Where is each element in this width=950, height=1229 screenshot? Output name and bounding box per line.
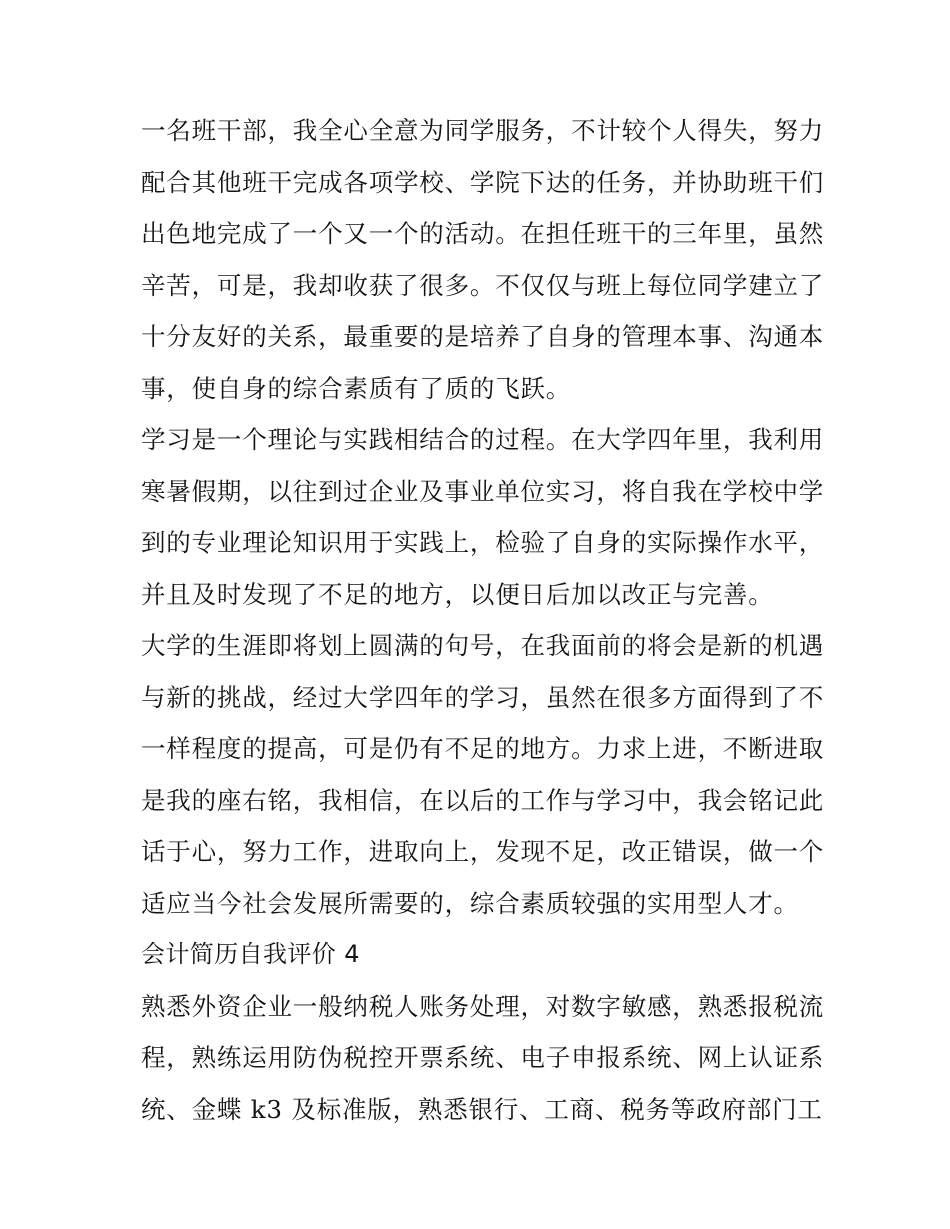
text-line: 一样程度的提高，可是仍有不足的地方。力求上进，不断进取 [141,734,825,763]
paragraph-practice [141,414,825,620]
section-heading: 会计简历自我评价 4 [141,940,360,968]
text-line: 是我的座右铭，我相信，在以后的工作与学习中，我会铭记此 [141,785,825,815]
text-line: 统、金蝶 k3 及标准版，熟悉银行、工商、税务等政府部门工 [141,1094,823,1124]
text-line: 事，使自身的综合素质有了质的飞跃。 [141,373,572,403]
text-line: 大学的生涯即将划上圆满的句号，在我面前的将会是新的机遇 [141,631,825,660]
paragraph-class-cadre [141,105,825,414]
text-line: 出色地完成了一个又一个的活动。在担任班干的三年里，虽然 [141,219,825,248]
text-line: 辛苦，可是，我却收获了很多。不仅仅与班上每位同学建立了 [141,270,825,300]
text-line: 与新的挑战，经过大学四年的学习，虽然在很多方面得到了不 [141,682,825,712]
text-line: 配合其他班干完成各项学校、学院下达的任务，并协助班干们 [141,167,825,197]
text-line: 程，熟练运用防伪税控开票系统、电子申报系统、网上认证系 [141,1043,825,1072]
document-body [141,105,825,1135]
paragraph-graduation [141,620,825,929]
paragraph-accounting-skills [141,981,825,1136]
text-line: 寒暑假期，以往到过企业及事业单位实习，将自我在学校中学 [141,476,825,506]
text-line: 学习是一个理论与实践相结合的过程。在大学四年里，我利用 [141,425,825,454]
text-line: 并且及时发现了不足的地方，以便日后加以改正与完善。 [141,579,774,609]
text-line: 一名班干部，我全心全意为同学服务，不计较个人得失，努力 [141,116,825,145]
text-line: 熟悉外资企业一般纳税人账务处理，对数字敏感，熟悉报税流 [141,991,825,1021]
text-line: 话于心，努力工作，进取向上，发现不足，改正错误，做一个 [141,837,825,866]
text-line: 适应当今社会发展所需要的，综合素质较强的实用型人才。 [141,888,799,918]
text-line: 十分友好的关系，最重要的是培养了自身的管理本事、沟通本 [141,322,825,351]
text-line: 到的专业理论知识用于实践上，检验了自身的实际操作水平， [141,528,825,557]
